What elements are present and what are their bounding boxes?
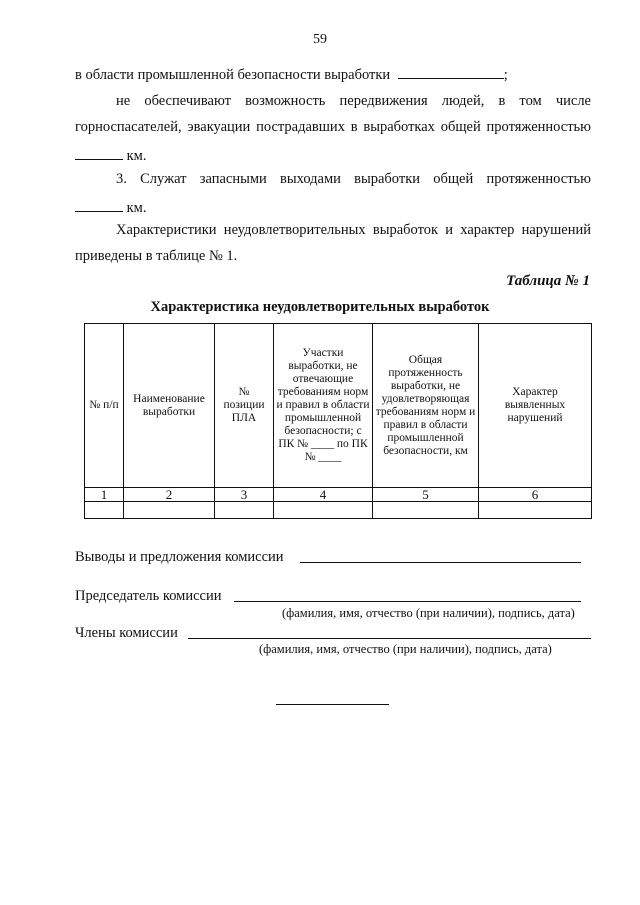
table-cell[interactable] [479,502,592,519]
column-number: 3 [215,488,274,502]
members-signature-line[interactable] [188,638,591,639]
para4-line2: приведены в таблице № 1. [75,248,238,264]
conclusions-label: Выводы и предложения комиссии [75,549,284,565]
column-number: 2 [124,488,215,502]
column-number: 5 [373,488,479,502]
table-cell[interactable] [124,502,215,519]
line1-end: ; [503,67,508,83]
table-row [85,502,592,519]
header-noncompliant-sections: Участки выработки, не отвечающие требованиям норм и правил в области промышленной безопасности; с ПК № ____ по ПК № ____ [274,324,373,488]
header-total-length: Общая протяженность выработки, не удовлетворяющая требованиям норм и правил в области промышленной безопасности, км [373,324,479,488]
table-cell[interactable] [274,502,373,519]
unit-km-2: км. [126,200,147,216]
closing-separator [276,704,389,705]
table-header-row [85,324,592,488]
page-number: 59 [313,32,327,47]
para2-line2: горноспасателей, эвакуации пострадавших в выработках общей протяженностью [75,119,591,135]
para3: 3. Служат запасными выходами выработки общей протяженностью [116,171,591,187]
column-number: 4 [274,488,373,502]
table-number-row [85,488,592,502]
chairman-signature-line[interactable] [234,601,581,602]
table-cell[interactable] [215,502,274,519]
conclusions-line[interactable] [300,562,581,563]
members-hint: (фамилия, имя, отчество (при наличии), подпись, дата) [259,642,552,656]
para2-line1: не обеспечивают возможность передвижения людей, в том числе [116,93,591,109]
blank-field[interactable] [398,64,504,79]
length-line-2 [75,197,146,217]
deficiency-table [84,323,592,519]
header-pla-position: № позиции ПЛА [215,324,274,488]
length-line-1 [75,145,146,165]
line1-text: в области промышленной безопасности выработки [75,67,391,83]
table-title: Характеристика неудовлетворительных выработок [150,299,490,315]
header-row-number: № п/п [85,324,124,488]
line-industrial-safety [75,64,508,84]
table-cell[interactable] [373,502,479,519]
length-blank-1[interactable] [75,145,123,160]
table-cell[interactable] [85,502,124,519]
members-label: Члены комиссии [75,625,178,641]
table-caption: Таблица № 1 [506,273,590,289]
length-blank-2[interactable] [75,197,123,212]
chairman-hint: (фамилия, имя, отчество (при наличии), подпись, дата) [282,606,575,620]
chairman-label: Председатель комиссии [75,588,222,604]
unit-km-1: км. [126,148,147,164]
column-number: 1 [85,488,124,502]
header-violation-nature: Характер выявленных нарушений [479,324,592,488]
para4-line1: Характеристики неудовлетворительных выработок и характер нарушений [116,222,591,238]
column-number: 6 [479,488,592,502]
header-working-name: Наименование выработки [124,324,215,488]
